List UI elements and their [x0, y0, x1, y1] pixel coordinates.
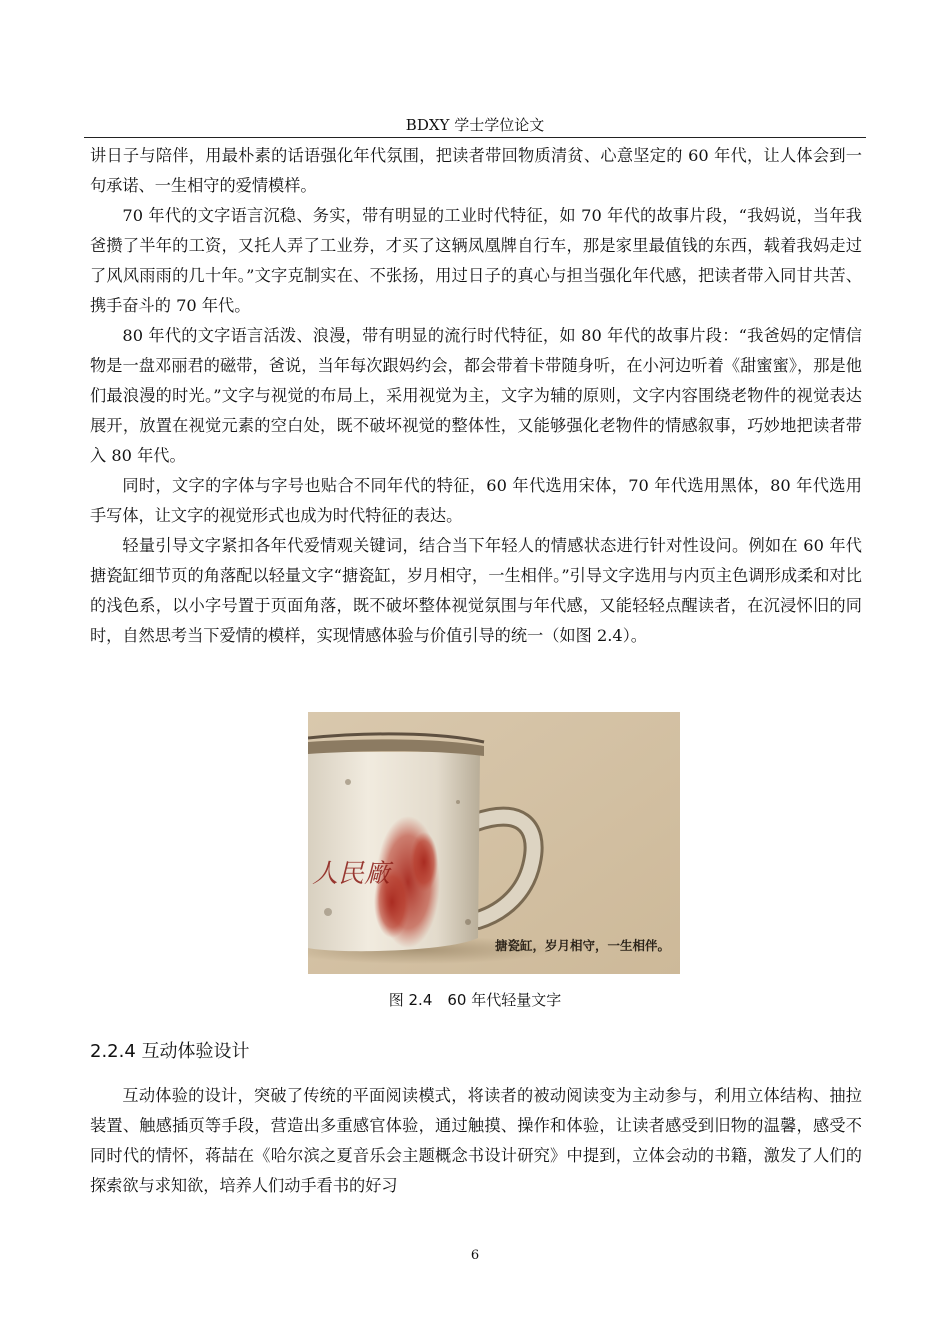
mug-inscription: 人民廠: [312, 859, 391, 889]
wear-spot: [345, 779, 351, 785]
paragraph: 讲日子与陪伴，用最朴素的话语强化年代氛围，把读者带回物质清贫、心意坚定的 60 年代，让人体会到一句承诺、一生相守的爱情模样。: [90, 146, 862, 195]
running-title: BDXY 学士学位论文: [405, 116, 545, 134]
wear-spot: [324, 908, 332, 916]
wear-spot: [465, 919, 471, 925]
paragraph: 轻量引导文字紧扣各年代爱情观关键词，结合当下年轻人的情感状态进行针对性设问。例如在 60 年代搪瓷缸细节页的角落配以轻量文字“搪瓷缸，岁月相守，一生相伴。”引导文字选用与内页主色调形成柔和对比的浅色系，以小字号置于页面角落，既不破坏整体视觉氛围与年代感，又能轻轻点醒读者，在沉浸怀旧的同时，自然思考当下爱情的模样，实现情感体验与价值引导的统一（如图 2.4）。: [90, 536, 862, 645]
header-rule: [84, 137, 866, 138]
figure-overlay-text: 搪瓷缸，岁月相守，一生相伴。: [494, 938, 670, 953]
body-text: [90, 141, 862, 651]
enamel-mug-illustration: [308, 712, 680, 974]
paragraph: 80 年代的文字语言活泼、浪漫，带有明显的流行时代特征，如 80 年代的故事片段：“我爸妈的定情信物是一盘邓丽君的磁带，爸说，当年每次跟妈约会，都会带着卡带随身听，在小河边听着《甜蜜蜜》，那是他们最浪漫的时光。”文字与视觉的布局上，采用视觉为主，文字为辅的原则，文字内容围绕老物件的视觉表达展开，放置在视觉元素的空白处，既不破坏视觉的整体性，又能够强化老物件的情感叙事，巧妙地把读者带入 80 年代。: [90, 326, 862, 465]
paragraph: 互动体验的设计，突破了传统的平面阅读模式，将读者的被动阅读变为主动参与，利用立体结构、抽拉装置、触感插页等手段，营造出多重感官体验，通过触摸、操作和体验，让读者感受到旧物的温馨，感受不同时代的情怀，蒋喆在《哈尔滨之夏音乐会主题概念书设计研究》中提到，立体会动的书籍，激发了人们的探索欲与求知欲，培养人们动手看书的好习: [90, 1086, 862, 1195]
rust-stain: [410, 832, 438, 892]
figure-enamel-mug: [308, 712, 680, 974]
paragraph: 同时，文字的字体与字号也贴合不同年代的特征，60 年代选用宋体，70 年代选用黑体，80 年代选用手写体，让文字的视觉形式也成为时代特征的表达。: [90, 476, 862, 525]
section-text: [90, 1081, 862, 1201]
page-number: 6: [470, 1248, 480, 1263]
section-heading: 2.2.4 互动体验设计: [90, 1041, 250, 1062]
paragraph: 70 年代的文字语言沉稳、务实，带有明显的工业时代特征，如 70 年代的故事片段，“我妈说，当年我爸攒了半年的工资，又托人弄了工业券，才买了这辆凤凰牌自行车，那是家里最值钱的东西，载着我妈走过了风风雨雨的几十年。”文字克制实在、不张扬，用过日子的真心与担当强化年代感，把读者带入同甘共苦、携手奋斗的 70 年代。: [90, 206, 862, 315]
figure-caption: 图 2.4 60 年代轻量文字: [388, 991, 562, 1009]
wear-spot: [456, 800, 460, 804]
